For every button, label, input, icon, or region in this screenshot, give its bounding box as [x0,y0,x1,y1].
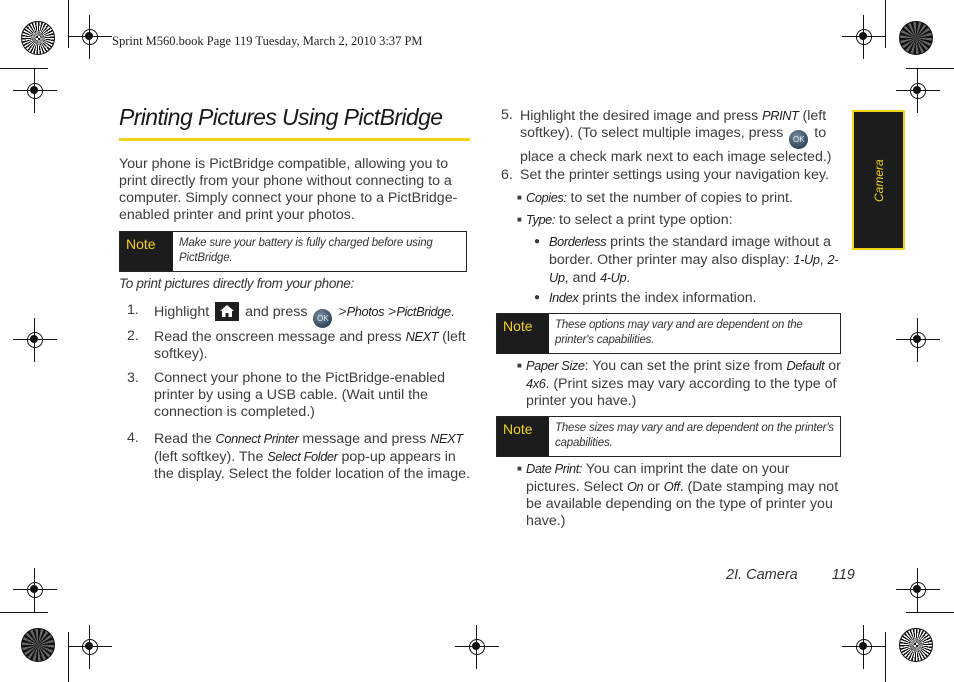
note-label: Note [120,232,173,271]
bullet-square: ■ [517,215,522,224]
note-text: These sizes may vary and are dependent on the printer's capabilities. [555,422,834,449]
note-box [119,231,467,272]
step-5: 5. Highlight the desired image and press PRINT (left softkey). (To select multiple images, press OK to place a check mark next to each image selected.) [501,107,832,165]
option-borderless: ● Borderless prints the standard image without a border. Other printer may also display: 1-Up, 2-Up, and 4-Up. [534,234,839,286]
step-3 [127,370,472,421]
step-text: and press [245,304,308,320]
softkey-print: PRINT [762,108,799,123]
step-1: 1. Highlight and press OK >Photos >PictBridge. [127,302,472,328]
registration-rosette [21,628,55,662]
page-number: 119 [831,567,855,583]
procedure-title: To print pictures directly from your phone: [119,276,354,291]
bullet-square: ■ [517,464,522,473]
popup-select-folder: Select Folder [267,449,338,464]
step-number: 4. [127,430,139,446]
title-underline [119,138,470,141]
option-paper-size: ■ Paper Size: You can set the print size from Default or 4x6. (Print sizes may vary according to the type of printer you have.) [517,358,841,409]
option-date-print: ■ Date Print: You can imprint the date on your pictures. Select On or Off. (Date stamping may not be available depending on the type of printer you have.) [517,461,839,529]
trim-line [68,632,69,682]
registration-rosette [21,21,55,55]
note-box [496,416,841,457]
step-number: 1. [127,302,139,318]
option-type: ■ Type: to select a print type option: [517,212,733,228]
trim-line [906,612,954,613]
step-4: 4. Read the Connect Printer message and press NEXT (left softkey). The Select Folder pop-up appears in the display. Select the folder location of the image. [127,430,470,482]
menu-path-photos: Photos [346,304,385,319]
note-text: Make sure your battery is fully charged before using PictBridge. [179,237,433,264]
home-key-icon [215,302,239,321]
page-footer [726,567,855,583]
section-side-tab [852,110,905,250]
softkey-next: NEXT [430,431,463,446]
step-number: 5. [501,107,513,123]
registration-rosette [899,628,933,662]
intro-paragraph: Your phone is PictBridge compatible, allowing you to print directly from your phone without connecting to a computer. Simply connect your phone to a PictBridge-enabled printer and print your photos. [119,156,458,223]
side-tab-label: Camera [872,159,886,202]
note-box [496,313,841,354]
trim-line [906,68,954,69]
menu-path-pictbridge: PictBridge [396,304,451,319]
step-number: 2. [127,328,139,344]
ok-key-icon: OK [789,130,808,149]
step-number: 3. [127,370,139,386]
option-index: ● Index prints the index information. [534,290,757,306]
menu-separator: > [388,304,397,320]
ok-key-icon: OK [313,309,332,328]
trim-line [885,0,886,48]
step-text: Connect your phone to the PictBridge-enabled printer by using a USB cable. (Wait until the connection is completed.) [154,370,446,420]
step-text: Highlight [154,304,210,320]
bullet-dot: ● [534,292,541,303]
trim-line [0,612,48,613]
trim-line [68,0,69,48]
trim-line [0,68,48,69]
option-copies: ■ Copies: to set the number of copies to print. [517,190,793,206]
step-number: 6. [501,167,513,183]
bullet-square: ■ [517,193,522,202]
trim-line [885,632,886,682]
footer-section: 2I. Camera [726,567,798,583]
step-2: 2. Read the onscreen message and press NEXT (left softkey). [127,328,466,362]
page-title: Printing Pictures Using PictBridge [119,104,443,130]
softkey-next: NEXT [405,329,439,344]
bullet-dot: ● [534,236,541,247]
message-connect-printer: Connect Printer [215,431,299,446]
step-text: Set the printer settings using your navigation key. [520,167,829,183]
note-label: Note [497,314,549,353]
running-head: Sprint M560.book Page 119 Tuesday, March 2, 2010 3:37 PM [112,34,423,48]
step-6 [501,167,841,184]
bullet-square: ■ [517,361,522,370]
registration-rosette [899,21,933,55]
note-label: Note [497,417,549,456]
note-text: These options may vary and are dependent on the printer's capabilities. [555,319,803,346]
menu-separator: > [338,304,347,320]
